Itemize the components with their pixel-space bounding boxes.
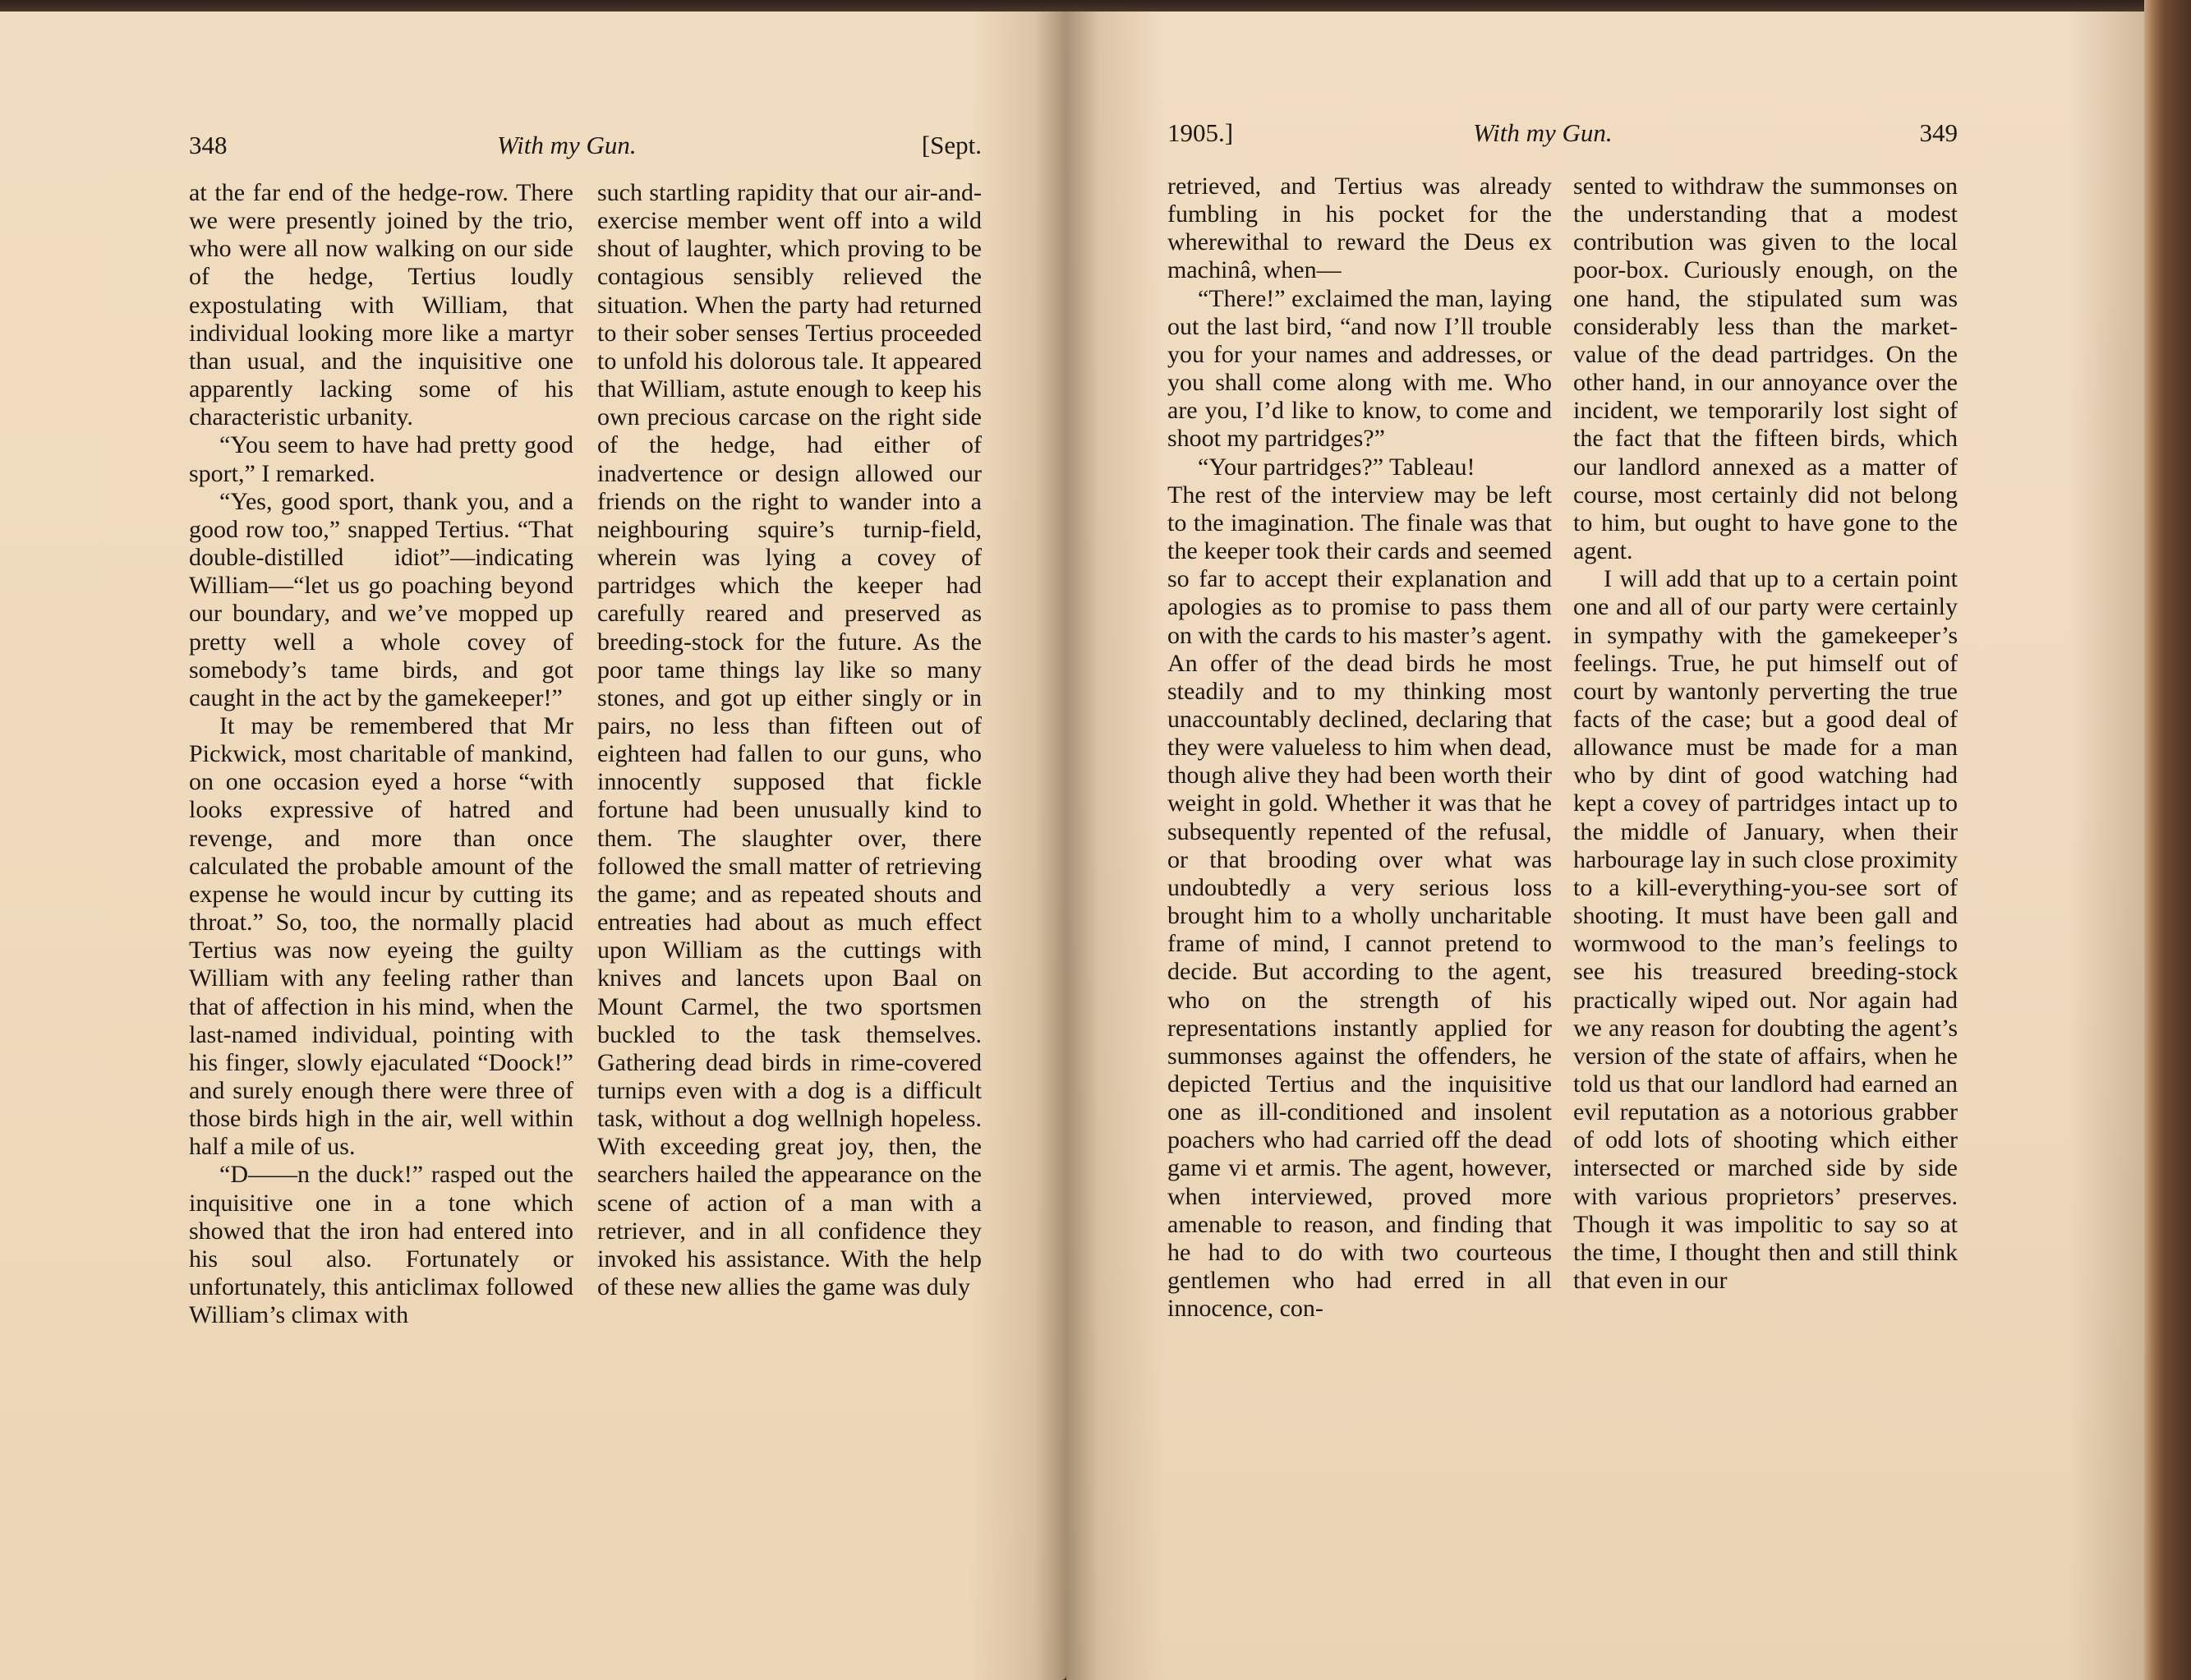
right-page-column-2 — [1573, 173, 1958, 1295]
paragraph: such startling rapidity that our air-and-exercise member went off into a wild shout of laughter, which proving to be contagious sensibly relieved the situation. When the party had returned to their sober senses Tertius proceeded to unfold his dolorous tale. It appeared that William, astute enough to keep his own precious carcase on the right side of the hedge, had either of inadvertence or design allowed our friends on the right to wander into a neighbouring squire’s turnip-field, wherein was lying a covey of partridges which the keeper had carefully reared and preserved as breeding-stock for the future. As the poor tame things lay like so many stones, and got up either singly or in pairs, no less than fifteen out of eighteen had fallen to our guns, who innocently supposed that fickle fortune had been unusually kind to them. The slaughter over, there followed the small matter of retrieving the game; and as repeated shouts and entreaties had about as much effect upon William as the cuttings with knives and lancets upon Baal on Mount Carmel, the two sportsmen buckled to the task themselves. Gathering dead birds in rime-covered turnips even with a dog is a difficult task, without a dog wellnigh hopeless. With exceeding great joy, then, the searchers hailed the appearance on the scene of action of a man with a retriever, and in all confidence they invoked his assistance. With the help of these new allies the game was duly — [597, 179, 982, 1301]
paragraph: It may be remembered that Mr Pickwick, most charitable of mankind, on one occasion eyed a horse “with looks expressive of hatred and revenge, and more than once calculated the probable amount of the expense he would incur by cutting its throat.” So, too, the normally placid Tertius was now eyeing the guilty William with any feeling rather than that of affection in his mind, when the last-named individual, pointing with his finger, slowly ejaculated “Doock!” and surely enough there were three of those birds high in the air, well within half a mile of us. — [189, 711, 573, 1161]
left-page-column-2 — [597, 179, 982, 1301]
paragraph: sented to withdraw the summonses on the understanding that a modest contribution was given to the local poor-box. Curiously enough, on the one hand, the stipulated sum was considerably less than the market-value of the dead partridges. On the other hand, in our annoyance over the incident, we temporarily lost sight of the fact that the fifteen birds, which our landlord annexed as a matter of course, most certainly did not belong to him, but ought to have gone to the agent. — [1573, 173, 1958, 565]
paragraph: retrieved, and Tertius was already fumbling in his pocket for the wherewithal to reward the Deus ex machinâ, when— — [1167, 173, 1552, 284]
right-page-number: 349 — [1919, 118, 1958, 147]
left-page — [0, 12, 1066, 1680]
left-date-mark: [Sept. — [921, 131, 982, 159]
right-running-title: With my Gun. — [1473, 118, 1613, 147]
book-cover-edge — [2144, 0, 2191, 1680]
paragraph: at the far end of the hedge-row. There we were presently joined by the trio, who were all now walking on our side of the hedge, Tertius loudly expostulating with William, that individual looking more like a martyr than usual, and the inquisitive one apparently lacking some of his characteristic urbanity. — [189, 179, 573, 431]
paragraph: “You seem to have had pretty good sport,” I remarked. — [189, 431, 573, 487]
right-date-mark: 1905.] — [1167, 118, 1234, 147]
paragraph: “Your partridges?” Tableau! — [1198, 453, 1475, 481]
paragraph: “Yes, good sport, thank you, and a good row too,” snapped Tertius. “That double-distilled idiot”—indicating William—“let us go poaching beyond our boundary, and we’ve mopped up pretty well a whole covey of somebody’s tame birds, and got caught in the act by the gamekeeper!” — [189, 487, 573, 711]
left-running-title: With my Gun. — [497, 131, 637, 159]
right-page-header — [1167, 108, 1958, 158]
left-page-header — [189, 121, 982, 170]
right-page — [1066, 12, 2144, 1680]
paragraph: I will add that up to a certain point one and all of our party were certainly in sympathy with the gamekeeper’s feelings. True, he put himself out of court by wantonly perverting the true facts of the case; but a good deal of allowance must be made for a man who by dint of good watching had kept a covey of partridges intact up to the middle of January, when their harbourage lay in such close proximity to a kill-everything-you-see sort of shooting. It must have been gall and wormwood to the man’s feelings to see his treasured breeding-stock practically wiped out. Nor again had we any reason for doubting the agent’s version of the state of affairs, when he told us that our landlord had earned an evil reputation as a notorious grabber of odd lots of shooting which either intersected or marched side by side with various proprietors’ preserves. Though it was impolitic to say so at the time, I thought then and still think that even in our — [1573, 565, 1958, 1295]
paragraph: “D——n the duck!” rasped out the inquisitive one in a tone which showed that the iron had entered into his soul also. Fortunately or unfortunately, this anticlimax followed William’s climax with — [189, 1161, 573, 1329]
paragraph: The rest of the interview may be left to the imagination. The finale was that the keeper took their cards and seemed so far to accept their explanation and apologies as to promise to pass them on with the cards to his master’s agent. An offer of the dead birds he most steadily and to my thinking most unaccountably declined, declaring that they were valueless to him when dead, though alive they had been worth their weight in gold. Whether it was that he subsequently repented of the refusal, or that brooding over what was undoubtedly a very serious loss brought him to a wholly uncharitable frame of mind, I cannot pretend to decide. But according to the agent, who on the strength of his representations instantly applied for summonses against the offenders, he depicted Tertius and the inquisitive one as ill-conditioned and insolent poachers who had carried off the dead game vi et armis. The agent, however, when interviewed, proved more amenable to reason, and finding that he had to do with two courteous gentlemen who had erred in all innocence, con- — [1167, 481, 1552, 1323]
left-page-number: 348 — [189, 131, 228, 159]
right-page-column-1 — [1167, 173, 1552, 1323]
left-page-column-1 — [189, 179, 573, 1329]
paragraph: “There!” exclaimed the man, laying out the last bird, “and now I’ll trouble you for your names and addresses, or you shall come along with me. Who are you, I’d like to know, to come and shoot my partridges?” — [1167, 284, 1552, 453]
